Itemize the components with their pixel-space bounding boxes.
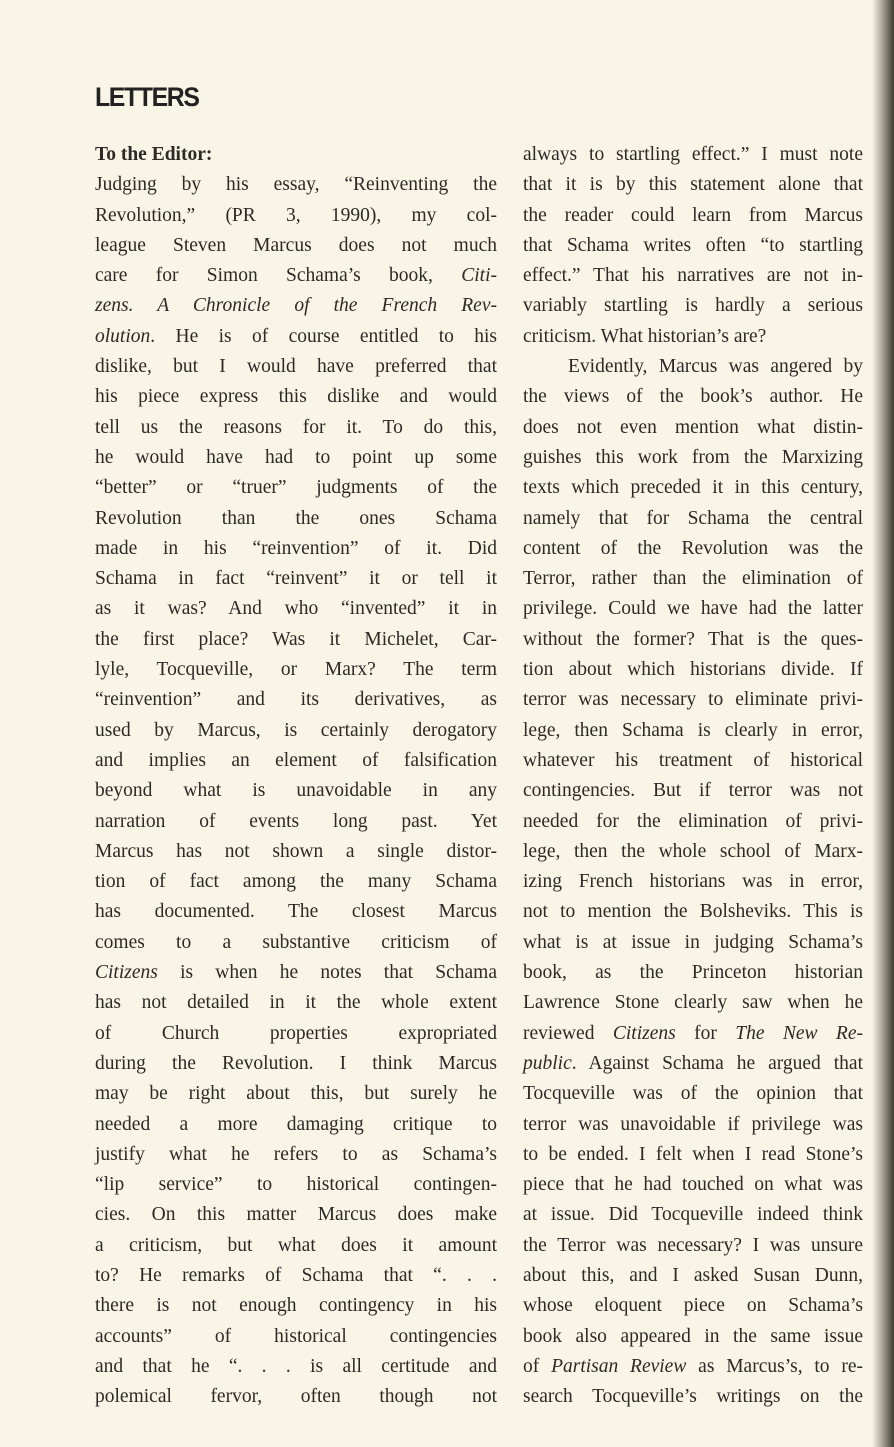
text-line — [95, 140, 497, 170]
text-segment: of — [523, 1355, 552, 1377]
text-segment: has not detailed in it the whole extent — [95, 992, 497, 1014]
text-line — [95, 443, 497, 473]
text-line — [95, 625, 497, 655]
text-line — [95, 352, 497, 382]
text-segment: Lawrence Stone clearly saw when he — [523, 992, 863, 1014]
text-line — [523, 473, 863, 503]
text-line — [95, 1049, 497, 1079]
text-line — [95, 261, 497, 291]
text-line — [523, 716, 863, 746]
text-segment: league Steven Marcus does not much — [95, 234, 497, 256]
text-line — [523, 1291, 863, 1321]
text-line — [523, 261, 863, 291]
text-line — [95, 1140, 497, 1170]
text-segment: to be ended. I felt when I read Stone’s — [523, 1143, 863, 1165]
text-line — [523, 685, 863, 715]
text-line — [95, 1261, 497, 1291]
text-segment: about this, and I asked Susan Dunn, — [523, 1264, 863, 1286]
text-segment: To the Editor: — [95, 144, 213, 165]
text-segment: not to mention the Bolsheviks. This is — [523, 901, 863, 923]
italic-text: The New Re- — [735, 1022, 863, 1044]
text-line — [523, 201, 863, 231]
text-segment: namely that for Schama the central — [523, 507, 863, 529]
text-line — [95, 382, 497, 412]
text-segment: polemical fervor, often though not — [95, 1386, 497, 1408]
text-line — [95, 655, 497, 685]
italic-text: public — [523, 1052, 572, 1074]
text-segment: narration of events long past. Yet — [95, 810, 497, 832]
text-line — [523, 958, 863, 988]
text-line — [95, 231, 497, 261]
text-line — [95, 1231, 497, 1261]
text-line — [95, 685, 497, 715]
text-segment: needed for the elimination of privi- — [523, 810, 863, 832]
text-segment: the views of the book’s author. He — [523, 386, 863, 408]
text-segment: always to startling effect.” I must note — [523, 144, 863, 165]
text-line — [95, 746, 497, 776]
text-segment: what is at issue in judging Schama’s — [523, 931, 863, 953]
text-line — [95, 504, 497, 534]
text-line — [523, 1322, 863, 1352]
text-segment: Revolution,” (PR 3, 1990), my col- — [95, 204, 497, 226]
text-segment: as Marcus’s, to re- — [686, 1355, 864, 1377]
text-line — [523, 140, 863, 170]
text-segment: search Tocqueville’s writings on the — [523, 1386, 863, 1408]
text-segment: Terror, rather than the elimination of — [523, 568, 863, 590]
text-line — [95, 1382, 497, 1412]
text-segment: accounts” of historical contingencies — [95, 1325, 497, 1347]
italic-text: Citizens — [95, 962, 158, 984]
text-line — [523, 807, 863, 837]
text-segment: reviewed — [523, 1022, 613, 1044]
text-line — [523, 352, 863, 382]
text-line — [95, 807, 497, 837]
text-line — [95, 1170, 497, 1200]
text-segment: criticism. What historian’s are? — [523, 325, 767, 347]
text-segment: terror was unavoidable if privilege was — [523, 1113, 863, 1135]
text-segment: “better” or “truer” judgments of the — [95, 477, 497, 499]
right-column — [523, 140, 863, 1412]
text-line — [95, 958, 497, 988]
text-line — [523, 170, 863, 200]
italic-text: olution — [95, 325, 151, 347]
text-line — [95, 988, 497, 1018]
text-line — [523, 655, 863, 685]
text-line — [95, 564, 497, 594]
page-binding-shadow — [872, 0, 894, 1447]
text-line — [95, 1110, 497, 1140]
text-line — [523, 322, 863, 352]
text-segment: tion about which historians divide. If — [523, 659, 863, 681]
text-segment: justify what he refers to as Schama’s — [95, 1143, 497, 1165]
text-line — [523, 928, 863, 958]
text-segment: . He is of course entitled to his — [150, 325, 497, 347]
text-segment: content of the Revolution was the — [523, 537, 863, 559]
section-heading: LETTERS — [95, 82, 199, 112]
text-segment: that Schama writes often “to startling — [523, 234, 863, 256]
text-segment: Evidently, Marcus was angered by — [568, 356, 863, 378]
text-line — [95, 776, 497, 806]
text-segment: book also appeared in the same issue — [523, 1325, 863, 1347]
text-segment: and that he “. . . is all certitude and — [95, 1355, 497, 1377]
text-line — [523, 625, 863, 655]
text-line — [95, 170, 497, 200]
text-segment: used by Marcus, is certainly derogatory — [95, 719, 497, 741]
text-line — [523, 1170, 863, 1200]
text-segment: has documented. The closest Marcus — [95, 901, 497, 923]
text-line — [95, 1322, 497, 1352]
text-segment: the Terror was necessary? I was unsure — [523, 1234, 863, 1256]
text-line — [95, 716, 497, 746]
text-line — [95, 201, 497, 231]
text-segment: Revolution than the ones Schama — [95, 507, 497, 529]
text-line — [523, 564, 863, 594]
text-line — [523, 1382, 863, 1412]
text-segment: to? He remarks of Schama that “. . . — [95, 1264, 497, 1286]
text-segment: for — [675, 1022, 736, 1044]
text-segment: variably startling is hardly a serious — [523, 295, 863, 317]
text-line — [523, 231, 863, 261]
text-line — [523, 1049, 863, 1079]
text-line — [523, 382, 863, 412]
text-segment: as it was? And who “invented” it in — [95, 598, 497, 620]
text-segment: Tocqueville was of the opinion that — [523, 1083, 863, 1105]
text-segment: there is not enough contingency in his — [95, 1295, 497, 1317]
text-segment: beyond what is unavoidable in any — [95, 780, 497, 802]
text-line — [523, 413, 863, 443]
text-line — [95, 1079, 497, 1109]
text-segment: guishes this work from the Marxizing — [523, 446, 863, 468]
text-line — [523, 776, 863, 806]
text-line — [523, 443, 863, 473]
text-line — [523, 1110, 863, 1140]
text-line — [95, 473, 497, 503]
text-segment: dislike, but I would have preferred that — [95, 356, 497, 378]
text-line — [523, 867, 863, 897]
italic-text: Citizens — [612, 1022, 676, 1044]
text-segment: effect.” That his narratives are not in- — [523, 265, 863, 287]
text-segment: “lip service” to historical contingen- — [95, 1174, 497, 1196]
text-segment: needed a more damaging critique to — [95, 1113, 497, 1135]
text-line — [523, 1079, 863, 1109]
text-segment: book, as the Princeton historian — [523, 962, 863, 984]
text-line — [95, 867, 497, 897]
text-segment: “reinvention” and its derivatives, as — [95, 689, 497, 711]
text-line — [95, 1291, 497, 1321]
text-segment: his piece express this dislike and would — [95, 386, 497, 408]
text-line — [95, 1352, 497, 1382]
text-line — [523, 594, 863, 624]
text-segment: made in his “reinvention” of it. Did — [95, 537, 497, 559]
italic-text: Partisan Review — [551, 1355, 687, 1377]
text-line — [523, 534, 863, 564]
text-line — [95, 897, 497, 927]
text-segment: whatever his treatment of historical — [523, 749, 863, 771]
text-segment: during the Revolution. I think Marcus — [95, 1052, 497, 1074]
text-line — [523, 837, 863, 867]
text-line — [523, 291, 863, 321]
text-line — [95, 837, 497, 867]
text-segment: tell us the reasons for it. To do this, — [95, 416, 497, 438]
text-segment: privilege. Could we have had the latter — [523, 598, 863, 620]
text-segment: izing French historians was in error, — [523, 871, 863, 893]
text-line — [523, 504, 863, 534]
text-line — [95, 291, 497, 321]
left-column — [95, 140, 497, 1412]
text-segment: without the former? That is the ques- — [523, 628, 863, 650]
text-segment: the reader could learn from Marcus — [523, 204, 863, 226]
text-segment: lyle, Tocqueville, or Marx? The term — [95, 659, 497, 681]
text-segment: is when he notes that Schama — [157, 962, 497, 984]
text-line — [523, 1352, 863, 1382]
text-segment: the first place? Was it Michelet, Car- — [95, 628, 497, 650]
text-segment: a criticism, but what does it amount — [95, 1234, 497, 1256]
text-segment: lege, then the whole school of Marx- — [523, 840, 863, 862]
text-segment: tion of fact among the many Schama — [95, 871, 497, 893]
text-line — [95, 322, 497, 352]
text-segment: does not even mention what distin- — [523, 416, 863, 438]
text-segment: Marcus has not shown a single distor- — [95, 840, 497, 862]
text-line — [523, 1261, 863, 1291]
text-line — [95, 594, 497, 624]
text-segment: he would have had to point up some — [95, 446, 497, 468]
text-line — [523, 1200, 863, 1230]
text-segment: Schama in fact “reinvent” it or tell it — [95, 568, 497, 590]
text-segment: care for Simon Schama’s book, — [95, 265, 462, 287]
text-segment: texts which preceded it in this century, — [523, 477, 863, 499]
text-segment: terror was necessary to eliminate privi- — [523, 689, 863, 711]
text-line — [95, 928, 497, 958]
text-segment: contingencies. But if terror was not — [523, 780, 863, 802]
text-line — [523, 1231, 863, 1261]
text-segment: lege, then Schama is clearly in error, — [523, 719, 863, 741]
text-segment: at issue. Did Tocqueville indeed think — [523, 1204, 863, 1226]
text-segment: of Church properties expropriated — [95, 1022, 497, 1044]
text-line — [523, 746, 863, 776]
text-segment: comes to a substantive criticism of — [95, 931, 497, 953]
text-line — [95, 1019, 497, 1049]
text-segment: cies. On this matter Marcus does make — [95, 1204, 497, 1226]
italic-text: zens. A Chronicle of the French Rev- — [95, 295, 497, 317]
text-line — [523, 1140, 863, 1170]
text-line — [523, 988, 863, 1018]
text-segment: and implies an element of falsification — [95, 749, 497, 771]
text-segment: that it is by this statement alone that — [523, 174, 863, 196]
text-line — [523, 1019, 863, 1049]
text-line — [95, 534, 497, 564]
text-segment: . Against Schama he argued that — [571, 1052, 863, 1074]
text-segment: whose eloquent piece on Schama’s — [523, 1295, 863, 1317]
text-segment: Judging by his essay, “Reinventing the — [95, 174, 497, 196]
text-line — [95, 1200, 497, 1230]
text-line — [523, 897, 863, 927]
text-segment: piece that he had touched on what was — [523, 1174, 863, 1196]
italic-text: Citi- — [461, 265, 497, 287]
text-segment: may be right about this, but surely he — [95, 1083, 497, 1105]
text-line — [95, 413, 497, 443]
